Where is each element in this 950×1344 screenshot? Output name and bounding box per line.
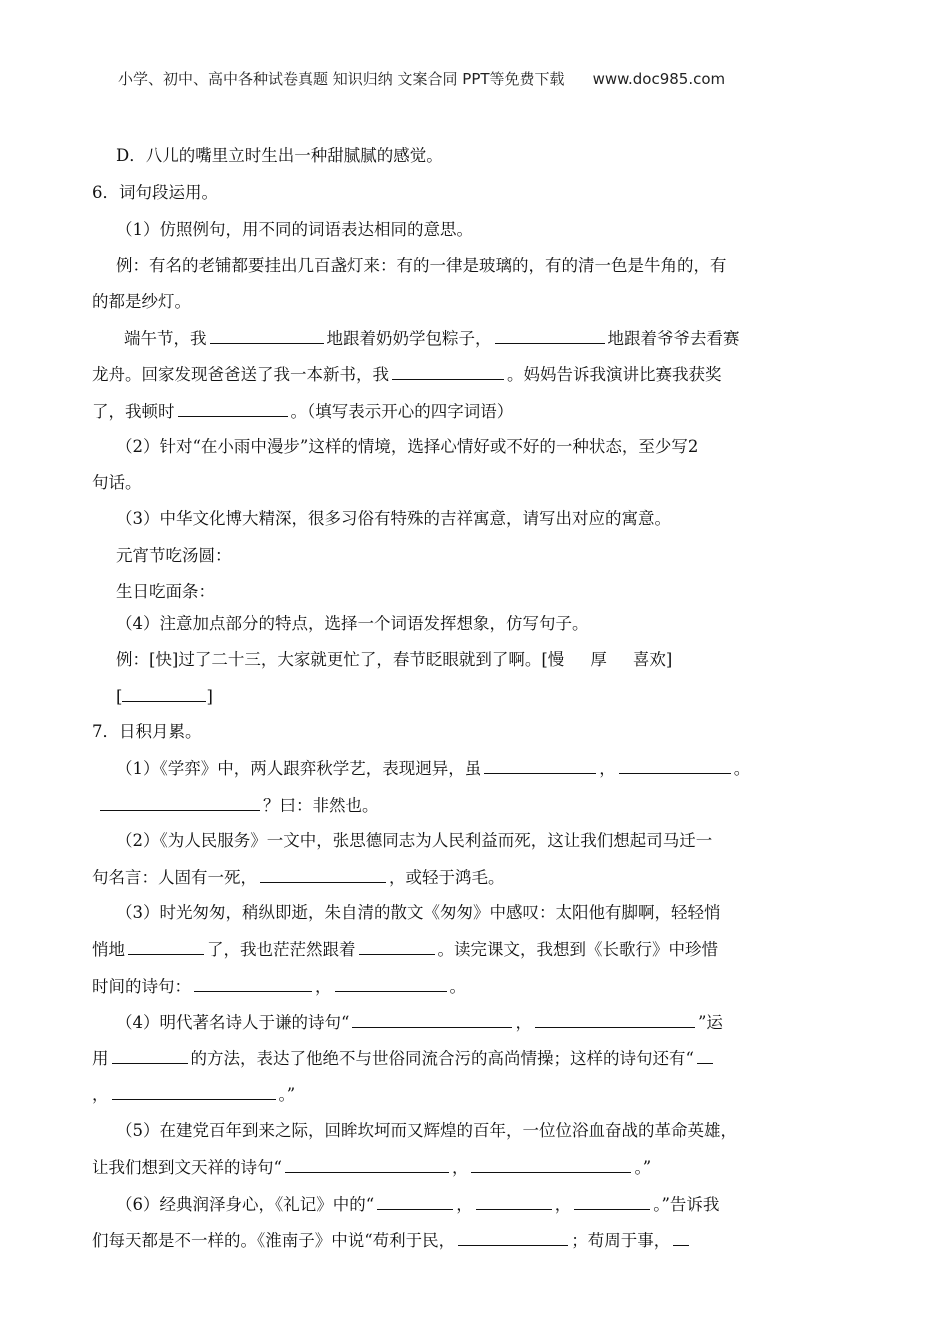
answer-blank[interactable] [112,1048,188,1064]
q7-part5-line [116,1121,737,1141]
text-segment: 句名言：人固有一死， [92,868,257,887]
answer-blank[interactable] [476,1194,552,1210]
q6-part3-instruction [116,509,671,529]
q6-fill-line-3 [92,401,513,422]
answer-blank[interactable] [112,1084,276,1100]
answer-blank[interactable] [471,1157,631,1173]
q6-part4-instruction [116,614,589,634]
answer-blank[interactable] [458,1230,568,1246]
lantern-festival-text: 元宵节吃汤圆： [116,546,232,565]
text-segment: 。 [733,759,751,778]
text-segment: ，或轻于鸿毛。 [389,868,505,887]
text-segment: ？曰：非然也。 [263,796,379,815]
text-segment: （4）明代著名诗人于谦的诗句“ [116,1013,350,1032]
q6-part1-text: （1）仿照例句，用不同的词语表达相同的意思。 [116,220,473,239]
answer-blank[interactable] [484,758,596,774]
answer-blank[interactable] [574,1194,650,1210]
answer-blank[interactable] [352,1012,512,1028]
text-segment: ， [92,1085,109,1104]
answer-blank[interactable] [359,939,435,955]
answer-blank[interactable] [210,328,324,344]
q7-part4-line-1 [116,1012,723,1033]
q7-part2-fill-line [92,867,505,888]
text-segment: 用 [92,1049,109,1068]
text-segment: 们每天都是不一样的。《淮南子》中说“苟利于民， [92,1231,456,1250]
answer-blank[interactable] [260,867,386,883]
answer-blank[interactable] [495,328,605,344]
answer-blank[interactable] [194,976,312,992]
page-header-banner [118,68,725,89]
q7-part2-line [116,831,712,851]
q6-lantern-festival-prompt [116,546,232,566]
answer-blank[interactable] [122,686,206,702]
question-7-title [92,722,202,742]
question-6-text: 6．词句段运用。 [92,183,218,202]
answer-blank[interactable] [673,1230,689,1246]
q6-birthday-prompt [116,582,215,602]
text-segment: ；苟周于事， [571,1231,671,1250]
q6-part3-text: （3）中华文化博大精深，很多习俗有特殊的吉祥寓意，请写出对应的寓意。 [116,509,671,528]
answer-blank[interactable] [178,401,288,417]
q6-part4-example [116,650,672,670]
text-segment: 了，我也茫茫然跟着 [207,940,356,959]
text-segment: 龙舟。回家发现爸爸送了我一本新书，我 [92,365,389,384]
text-segment: 。” [634,1158,652,1177]
q6-part2-end-text: 句话。 [92,473,142,492]
answer-blank[interactable] [392,364,504,380]
birthday-text: 生日吃面条： [116,582,215,601]
q7-part4-line-2 [92,1048,716,1069]
answer-blank[interactable] [535,1012,695,1028]
q6-fill-line-2 [92,364,722,385]
answer-blank[interactable] [697,1048,713,1064]
text-segment: 端午节，我 [124,329,207,348]
q7-part3-text: （3）时光匆匆，稍纵即逝，朱自清的散文《匆匆》中感叹：太阳他有脚啊，轻轻悄 [116,903,721,922]
text-segment: 。 [449,977,466,996]
q6-example-text: 例：有名的老铺都要挂出几百盏灯来：有的一律是玻璃的，有的清一色是牛角的，有 [116,256,727,275]
word-option-thick: 厚 [590,650,607,669]
answer-blank[interactable] [335,976,447,992]
q7-part2-text: （2）《为人民服务》一文中，张思德同志为人民利益而死，这让我们想起司马迁一 [116,831,713,850]
q7-part5-fill-line [92,1157,651,1178]
answer-blank[interactable] [128,939,204,955]
answer-blank[interactable] [619,758,731,774]
text-segment: ， [554,1195,572,1214]
text-segment: 时间的诗句： [92,977,191,996]
text-segment: 例：[快]过了二十三，大家就更忙了，春节眨眼就到了啊。[慢 [116,650,565,669]
q6-part4-text: （4）注意加点部分的特点，选择一个词语发挥想象，仿写句子。 [116,614,589,633]
text-segment: 让我们想到文天祥的诗句“ [92,1158,282,1177]
text-segment: 。” [278,1085,296,1104]
text-segment: 。”告诉我 [653,1195,720,1214]
q6-part1-instruction [116,220,473,240]
q7-part3-fill-line-1 [92,939,718,960]
q6-part2-instruction [116,437,698,457]
answer-blank[interactable] [100,795,260,811]
option-d-text: D．八儿的嘴里立时生出一种甜腻腻的感觉。 [116,146,443,165]
bracket-close: ] [206,687,213,706]
question-6-title [92,183,218,203]
text-segment: 。读完课文，我想到《长歌行》中珍惜 [437,940,718,959]
text-segment: 。（填写表示开心的四字词语） [290,402,514,421]
text-segment: 了，我顿时 [92,402,175,421]
text-segment: ， [315,977,332,996]
word-option-like: 喜欢] [632,650,673,669]
q7-part3-fill-line-2 [92,976,466,997]
text-segment: 。妈妈告诉我演讲比赛我获奖 [507,365,722,384]
q7-part4-line-3 [92,1084,295,1105]
answer-blank[interactable] [285,1157,449,1173]
text-segment: 悄地 [92,940,125,959]
header-site-url: www.doc985.com [592,70,726,88]
q7-part6-line-2 [92,1230,692,1251]
header-banner-text: 小学、初中、高中各种试卷真题 知识归纳 文案合同 PPT等免费下载 [118,70,565,88]
q6-example-line [116,256,727,276]
text-segment: ， [456,1195,473,1214]
text-segment: 的方法，表达了他绝不与世俗同流合污的高尚情操；这样的诗句还有“ [190,1049,694,1068]
q6-example-line-end [92,292,191,312]
bracket-open: [ [116,687,123,706]
answer-blank[interactable] [377,1194,453,1210]
text-segment: （6）经典润泽身心，《礼记》中的“ [116,1195,375,1214]
question-7-text: 7．日积月累。 [92,722,202,741]
text-segment: ， [599,759,616,778]
option-d-line [116,146,443,166]
q6-part4-answer-line [116,686,213,707]
q6-part2-instruction-end [92,473,142,493]
q6-part2-text: （2）针对“在小雨中漫步”这样的情境，选择心情好或不好的一种状态，至少写2 [116,437,699,456]
q7-part1-line [116,758,750,779]
text-segment: （1）《学弈》中，两人跟弈秋学艺，表现迥异，虽 [116,759,482,778]
text-segment: ， [515,1013,532,1032]
text-segment: 地跟着爷爷去看赛 [607,329,740,348]
text-segment: ， [451,1158,469,1177]
q6-fill-line-1 [124,328,740,349]
q7-part5-text: （5）在建党百年到来之际，回眸坎坷而又辉煌的百年，一位位浴血奋战的革命英雄， [116,1121,737,1140]
q6-example-end-text: 的都是纱灯。 [92,292,191,311]
q7-part3-line [116,903,721,923]
text-segment: ”运 [697,1013,723,1032]
q7-part6-line-1 [116,1194,719,1215]
text-segment: 地跟着奶奶学包粽子， [326,329,492,348]
q7-part1-line-end [100,795,379,816]
